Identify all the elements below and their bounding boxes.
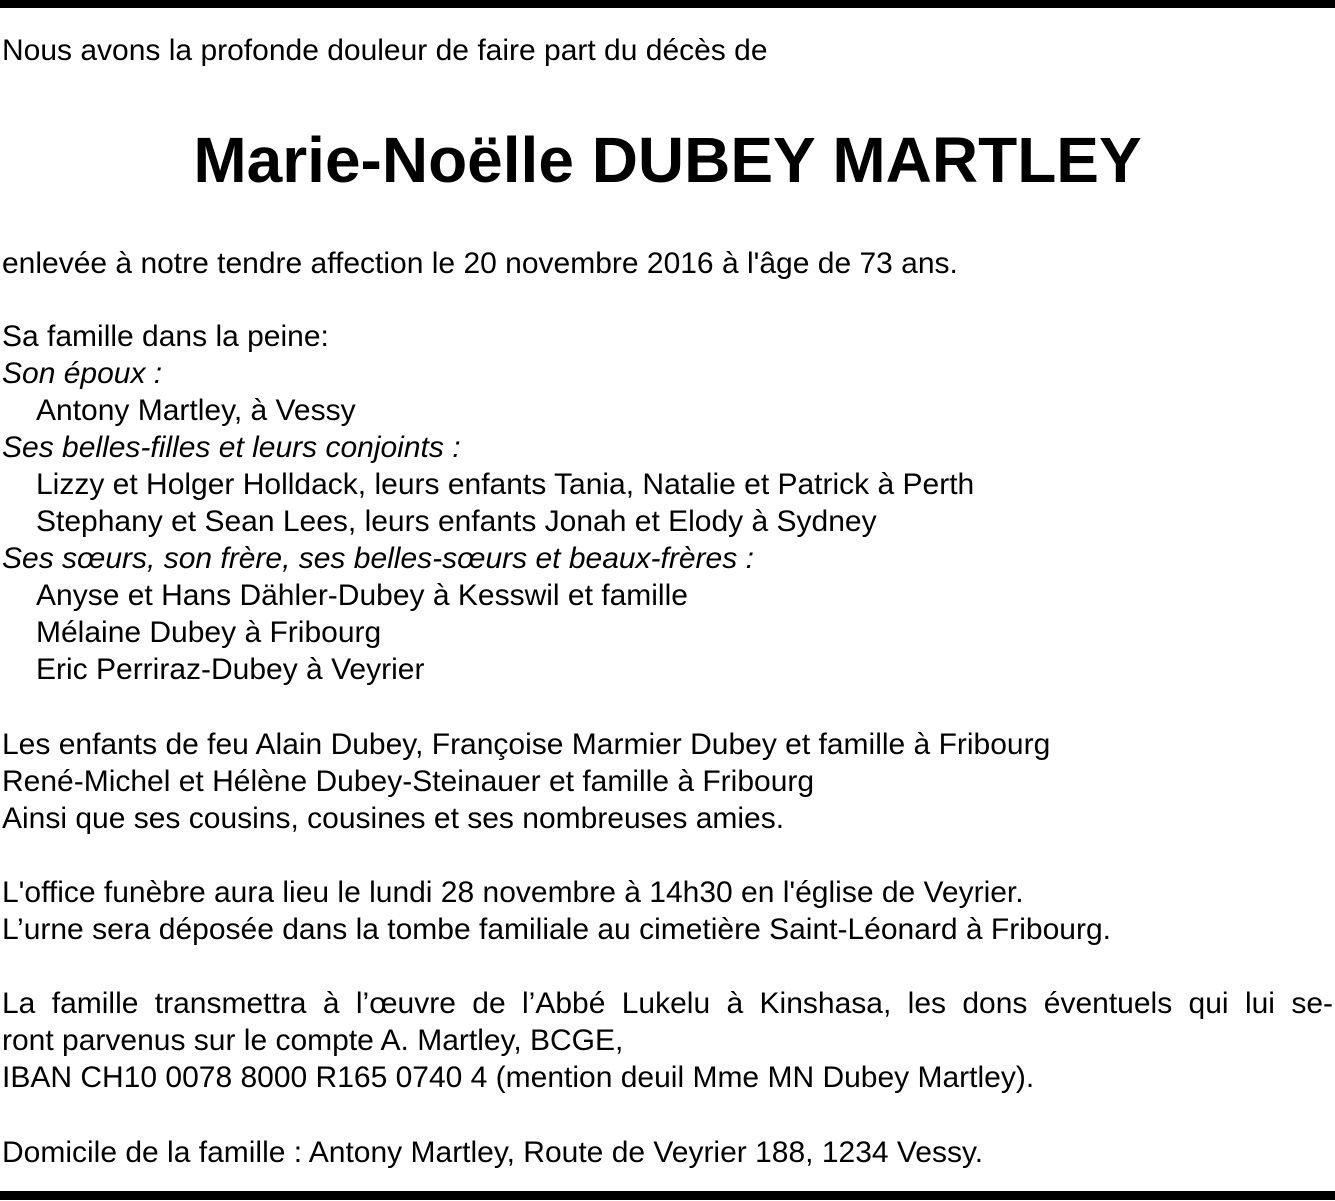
siblings-label: Ses sœurs, son frère, ses belles-sœurs et beaux-frères :: [2, 542, 754, 575]
family-heading: Sa famille dans la peine:: [2, 320, 329, 353]
spouse-label: Son époux :: [2, 357, 163, 390]
daughters-label: Ses belles-filles et leurs conjoints :: [2, 431, 461, 464]
intro-text: Nous avons la profonde douleur de faire part du décès de: [2, 34, 768, 67]
ceremony-line: L'office funèbre aura lieu le lundi 28 novembre à 14h30 en l'église de Veyrier.: [2, 876, 1024, 909]
top-rule: [0, 0, 1335, 8]
sibling-entry: Eric Perriraz-Dubey à Veyrier: [36, 653, 425, 686]
others-entry: Ainsi que ses cousins, cousines et ses nombreuses amies.: [2, 802, 785, 835]
others-entry: René-Michel et Hélène Dubey-Steinauer et famille à Fribourg: [2, 765, 815, 798]
others-entry: Les enfants de feu Alain Dubey, Françoise Marmier Dubey et famille à Fribourg: [2, 728, 1051, 761]
sibling-entry: Anyse et Hans Dähler-Dubey à Kesswil et famille: [36, 579, 688, 612]
ceremony-line: L’urne sera déposée dans la tombe familiale au cimetière Saint-Léonard à Fribourg.: [2, 913, 1111, 946]
donation-line: IBAN CH10 0078 8000 R165 0740 4 (mention deuil Mme MN Dubey Martley).: [2, 1061, 1035, 1094]
domicile-text: Domicile de la famille : Antony Martley, Route de Veyrier 188, 1234 Vessy.: [2, 1136, 984, 1169]
bottom-rule: [0, 1191, 1335, 1200]
deceased-name: Marie-Noëlle DUBEY MARTLEY: [193, 124, 1142, 196]
spouse-name: Antony Martley, à Vessy: [36, 394, 356, 427]
death-notice: enlevée à notre tendre affection le 20 novembre 2016 à l'âge de 73 ans.: [2, 247, 958, 280]
daughter-entry: Lizzy et Holger Holldack, leurs enfants Tania, Natalie et Patrick à Perth: [36, 468, 975, 501]
daughter-entry: Stephany et Sean Lees, leurs enfants Jonah et Elody à Sydney: [36, 505, 877, 538]
sibling-entry: Mélaine Dubey à Fribourg: [36, 616, 382, 649]
donation-line: La famille transmettra à l’œuvre de l’Abbé Lukelu à Kinshasa, les dons éventuels qui lui se-: [2, 987, 1333, 1020]
donation-line: ront parvenus sur le compte A. Martley, BCGE,: [2, 1024, 624, 1057]
